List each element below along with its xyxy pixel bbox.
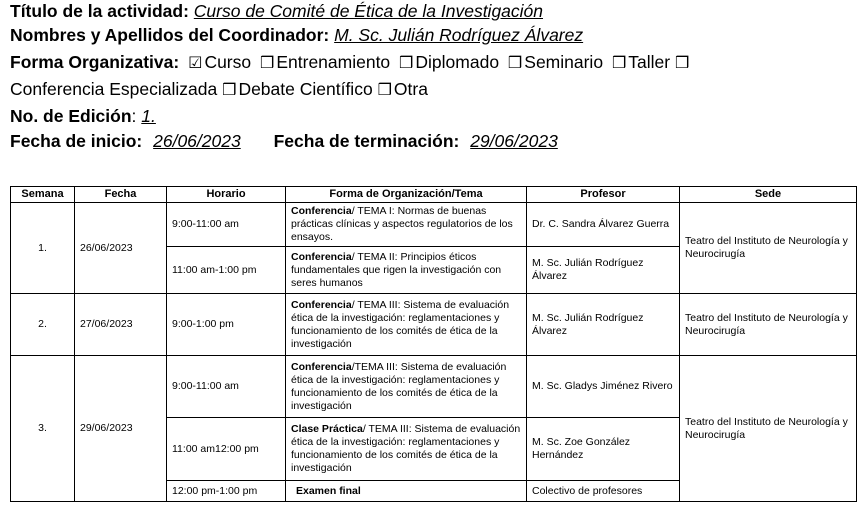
semana-cell: 3.	[11, 356, 75, 502]
schedule-table	[10, 186, 857, 502]
forma-option-label: Conferencia Especializada	[10, 79, 218, 99]
forma-option-label: Debate Científico	[238, 79, 373, 99]
horario-cell: 11:00 am-1:00 pm	[167, 247, 286, 294]
sede-cell: Teatro del Instituto de Neurología y Neurocirugía	[680, 356, 857, 502]
forma-option-label: Diplomado	[415, 52, 500, 72]
checkbox-icon: ❒	[260, 55, 275, 72]
col-header-profesor: Profesor	[527, 187, 680, 203]
edicion-line: No. de Edición: 1.	[10, 106, 156, 126]
forma-label: Conferencia	[291, 205, 352, 217]
forma-option-label: Entrenamiento	[276, 52, 391, 72]
inicio-value: 26/06/2023	[153, 131, 241, 151]
profesor-cell: Dr. C. Sandra Álvarez Guerra	[527, 203, 680, 247]
profesor-cell: M. Sc. Zoe González Hernández	[527, 418, 680, 481]
tema-text: / TEMA I: Normas de buenas prácticas clínicas y aspectos regulatorios de los ensayos.	[291, 205, 513, 243]
tema-text: / TEMA III: Sistema de evaluación ética de la investigación: reglamentaciones y funcionamiento de los comités de ética de la investigación	[291, 423, 521, 474]
coordinador-label: Nombres y Apellidos del Coordinador:	[10, 25, 330, 45]
coordinador-value: M. Sc. Julián Rodríguez Álvarez	[334, 25, 584, 45]
forma-label: Examen final	[296, 484, 361, 497]
horario-cell: 9:00-11:00 am	[167, 356, 286, 418]
tema-cell	[286, 481, 527, 502]
forma-options-line2	[10, 79, 428, 99]
checkbox-icon: ❒	[222, 82, 237, 99]
profesor-cell: M. Sc. Julián Rodríguez Álvarez	[527, 294, 680, 356]
checkbox-icon: ❒	[399, 55, 414, 72]
col-header-horario: Horario	[167, 187, 286, 203]
horario-cell: 9:00-1:00 pm	[167, 294, 286, 356]
sede-cell: Teatro del Instituto de Neurología y Neurocirugía	[680, 203, 857, 294]
table-row	[11, 356, 857, 418]
schedule-body	[11, 203, 857, 502]
checkbox-icon: ❒	[377, 82, 392, 99]
inicio-label: Fecha de inicio:	[10, 131, 143, 151]
fecha-cell: 27/06/2023	[75, 294, 167, 356]
sede-cell: Teatro del Instituto de Neurología y Neurocirugía	[680, 294, 857, 356]
table-row	[11, 294, 857, 356]
table-row	[11, 203, 857, 247]
forma-option-label: Otra	[393, 79, 428, 99]
profesor-cell: M. Sc. Gladys Jiménez Rivero	[527, 356, 680, 418]
forma-option-label: Seminario	[524, 52, 604, 72]
edicion-label: No. de Edición	[10, 106, 132, 126]
tema-text: /TEMA III: Sistema de evaluación ética de la investigación: reglamentaciones y funcionamiento de los comités de ética de la investigación	[291, 360, 507, 412]
checked-box-icon: ☑	[188, 55, 203, 72]
fecha-cell: 29/06/2023	[75, 356, 167, 502]
forma-line-1	[10, 51, 691, 75]
forma-label: Conferencia	[291, 250, 352, 263]
fin-value: 29/06/2023	[470, 131, 558, 151]
col-header-tema: Forma de Organización/Tema	[286, 187, 527, 203]
table-header-row	[11, 187, 857, 203]
forma-label: Conferencia	[291, 360, 352, 373]
tema-text: / TEMA II: Principios éticos fundamentales que rigen la investigación con seres humanos	[291, 250, 502, 289]
col-header-semana: Semana	[11, 187, 75, 203]
tema-text: / TEMA III: Sistema de evaluación ética de la investigación: reglamentaciones y funcionamiento de los comités de ética de la investigación	[291, 298, 510, 350]
forma-option-label: Taller	[628, 52, 671, 72]
checkbox-icon: ❒	[674, 55, 690, 72]
coordinador-line	[10, 24, 583, 46]
tema-cell	[286, 356, 527, 418]
checkbox-icon: ❒	[611, 55, 627, 72]
tema-cell	[286, 418, 527, 481]
tema-cell	[286, 294, 527, 356]
tema-cell	[286, 203, 527, 247]
forma-label: Clase Práctica	[291, 423, 363, 435]
col-header-sede: Sede	[680, 187, 857, 203]
horario-cell: 9:00-11:00 am	[167, 203, 286, 247]
forma-option-label: Curso	[204, 52, 252, 72]
forma-line-2	[10, 78, 428, 102]
profesor-cell: Colectivo de profesores	[527, 481, 680, 502]
semana-cell: 1.	[11, 203, 75, 294]
titulo-label: Título de la actividad:	[10, 1, 189, 21]
forma-label: Conferencia	[291, 298, 352, 311]
profesor-cell: M. Sc. Julián Rodríguez Álvarez	[527, 247, 680, 294]
horario-cell: 12:00 pm-1:00 pm	[167, 481, 286, 502]
fecha-cell: 26/06/2023	[75, 203, 167, 294]
col-header-fecha: Fecha	[75, 187, 167, 203]
checkbox-icon: ❒	[507, 55, 523, 72]
forma-label: Forma Organizativa:	[10, 52, 180, 72]
fin-label: Fecha de terminación:	[273, 131, 460, 151]
forma-options-line1	[184, 52, 691, 72]
titulo-line	[10, 0, 543, 22]
semana-cell: 2.	[11, 294, 75, 356]
titulo-value: Curso de Comité de Ética de la Investigación	[193, 1, 544, 21]
horario-cell: 11:00 am12:00 pm	[167, 418, 286, 481]
fechas-line	[10, 130, 558, 152]
edicion-value: 1.	[141, 106, 156, 126]
tema-cell	[286, 247, 527, 294]
